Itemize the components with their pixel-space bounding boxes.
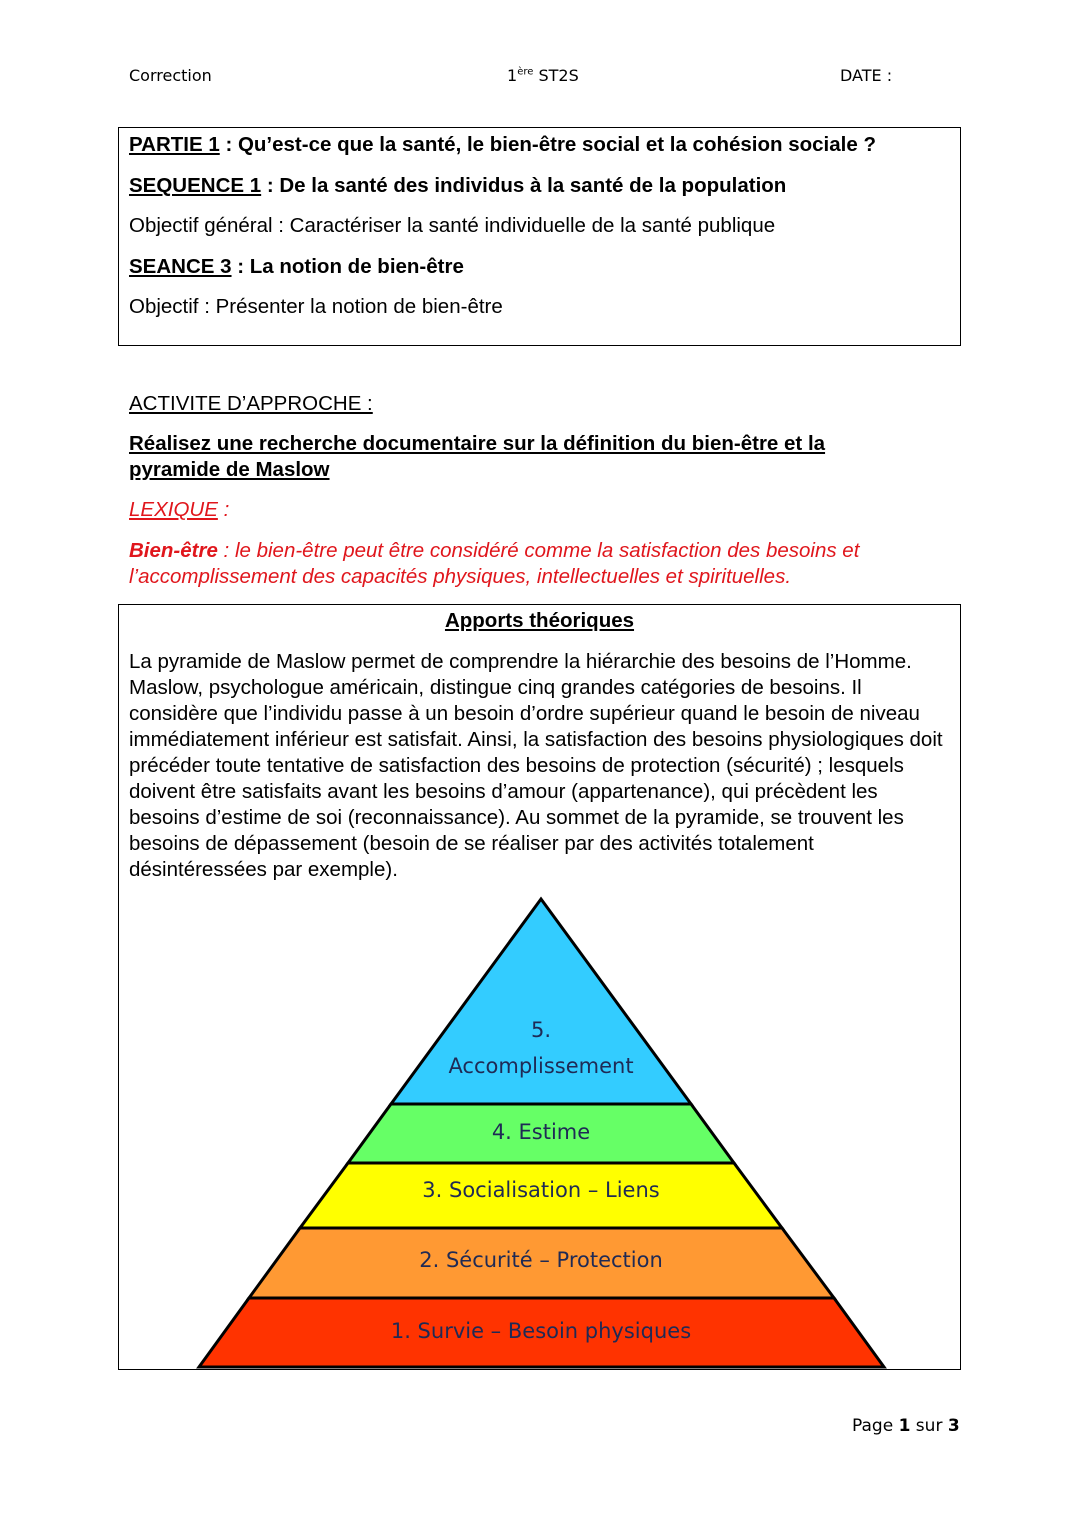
activity-heading: ACTIVITE D’APPROCHE : bbox=[129, 392, 373, 415]
definition-line-1: Bien-être : le bien-être peut être considéré comme la satisfaction des besoins et bbox=[129, 539, 860, 562]
objectif: Objectif : Présenter la notion de bien-être bbox=[129, 295, 503, 318]
seance-line: SEANCE 3 : La notion de bien-être bbox=[129, 255, 464, 278]
level-5-label: Accomplissement bbox=[448, 1054, 634, 1078]
page-indicator: Page 1 sur 3 bbox=[852, 1416, 960, 1436]
theory-title: Apports théoriques bbox=[444, 609, 635, 632]
instruction-line-2: pyramide de Maslow bbox=[129, 458, 330, 481]
header-center: 1ère ST2S bbox=[507, 66, 579, 85]
objectif-general: Objectif général : Caractériser la santé individuelle de la santé publique bbox=[129, 214, 776, 237]
theory-paragraph: La pyramide de Maslow permet de comprendre la hiérarchie des besoins de l’Homme. Maslow, psychologue américain, distingue cinq grandes catégories de besoins. Il considère que l’individu passe à un besoin d’ordre supérieur quand le besoin de niveau immédiatement inférieur est satisfait. Ainsi, la satisfaction des besoins physiologiques doit précéder toute tentative de satisfaction des besoins de protection (sécurité) ; lesquels doivent être satisfaits avant les besoins d’amour (appartenance), qui précèdent les besoins d’estime de soi (reconnaissance). Au sommet de la pyramide, se trouvent les besoins de dépassement (besoin de se réaliser par des activités totalement désintéressées par exemple). bbox=[129, 650, 943, 881]
level-5-number: 5. bbox=[530, 1018, 552, 1042]
level-4-label: 4. Estime bbox=[491, 1120, 591, 1144]
maslow-pyramid bbox=[119, 605, 962, 1371]
partie-line: PARTIE 1 : Qu’est-ce que la santé, le bien-être social et la cohésion sociale ? bbox=[129, 133, 876, 156]
level-2-label: 2. Sécurité – Protection bbox=[419, 1248, 663, 1272]
header-left: Correction bbox=[129, 66, 212, 85]
level-1-label: 1. Survie – Besoin physiques bbox=[390, 1319, 692, 1343]
definition-line-2: l’accomplissement des capacités physiques, intellectuelles et spirituelles. bbox=[129, 565, 792, 588]
lexique-heading: LEXIQUE : bbox=[129, 498, 230, 521]
level-3-label: 3. Socialisation – Liens bbox=[422, 1178, 660, 1202]
intro-box bbox=[118, 127, 961, 346]
instruction-line-1: Réalisez une recherche documentaire sur la définition du bien-être et la bbox=[129, 432, 826, 455]
theory-box bbox=[118, 604, 961, 1370]
sequence-line: SEQUENCE 1 : De la santé des individus à la santé de la population bbox=[129, 174, 787, 197]
header-date: DATE : bbox=[840, 66, 893, 85]
